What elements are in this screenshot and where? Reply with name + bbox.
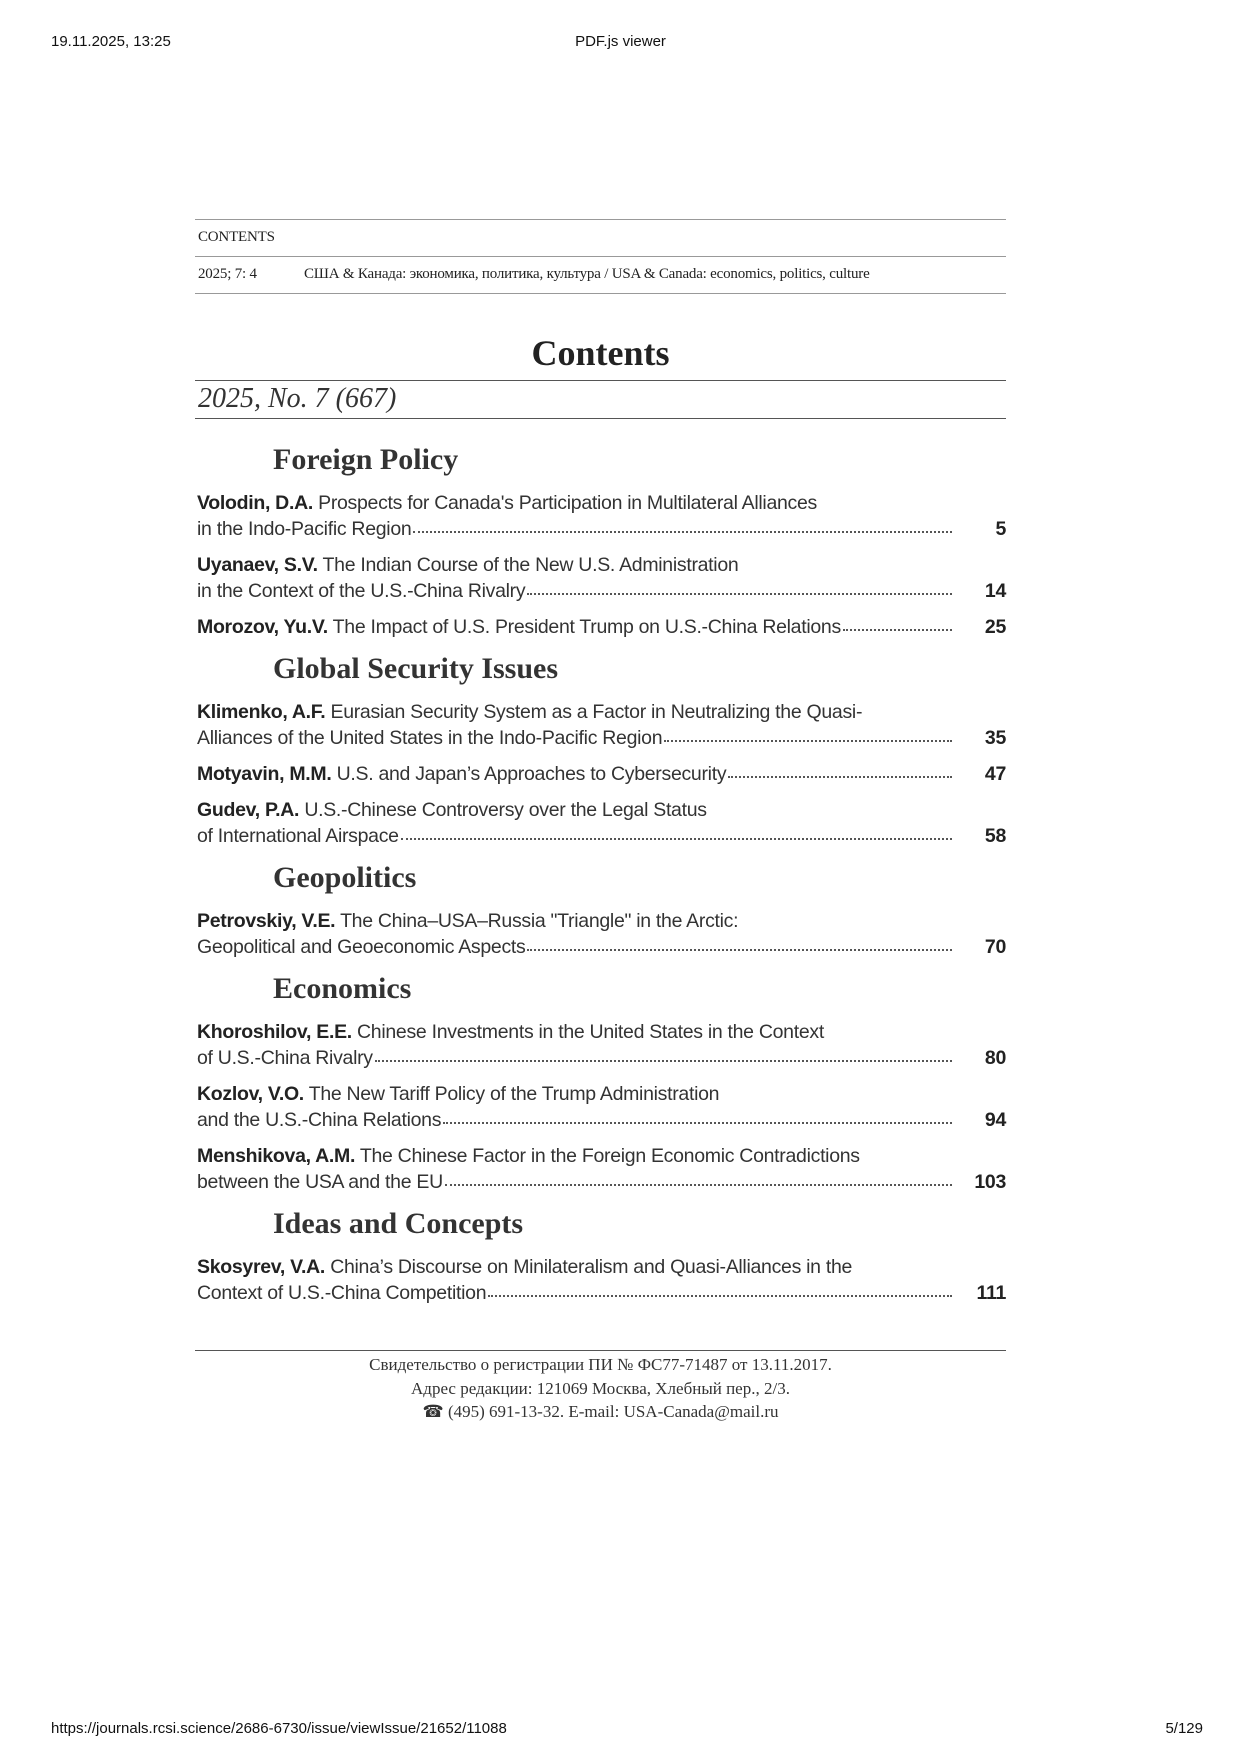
entry-title-line2	[197, 725, 1006, 751]
entry-title-text: The Impact of U.S. President Trump on U.S.-China Relations	[332, 616, 841, 638]
entry-author: Uyanaev, S.V.	[197, 554, 318, 576]
print-url: https://journals.rcsi.science/2686-6730/issue/viewIssue/21652/11088	[51, 1720, 507, 1737]
entry-title-text: Geopolitical and Geoeconomic Aspects	[197, 936, 526, 958]
divider	[195, 256, 1006, 257]
entry-title-line1	[197, 699, 1006, 725]
contact-text: (495) 691-13-32. E-mail: USA-Canada@mail.ru	[447, 1402, 779, 1421]
entry-author: Menshikova, A.M.	[197, 1145, 356, 1167]
toc-entry[interactable]	[197, 1081, 1006, 1133]
section-heading: Foreign Policy	[273, 443, 459, 476]
entry-title-line2	[197, 934, 1006, 960]
entry-title-text: of International Airspace	[197, 825, 399, 847]
section-heading: Economics	[273, 972, 412, 1005]
entry-title-line2	[197, 614, 1006, 640]
entry-page-number[interactable]: 103	[974, 1171, 1006, 1193]
toc-entry[interactable]	[197, 490, 1006, 542]
entry-title-text: The Chinese Factor in the Foreign Economic Contradictions	[359, 1145, 860, 1167]
toc-entry[interactable]	[197, 908, 1006, 960]
entry-author: Petrovskiy, V.E.	[197, 910, 336, 932]
entry-title-line2	[197, 1107, 1006, 1133]
section-heading: Geopolitics	[273, 861, 417, 894]
entry-author: Morozov, Yu.V.	[197, 616, 328, 638]
entry-author: Kozlov, V.O.	[197, 1083, 304, 1105]
entry-title-text: The Indian Course of the New U.S. Administration	[322, 554, 739, 576]
entry-title-text	[197, 1169, 443, 1195]
entry-title-line1	[197, 1081, 1006, 1107]
toc-entry[interactable]	[197, 1143, 1006, 1195]
entry-title-line1	[197, 1019, 1006, 1045]
entry-title-line2	[197, 1280, 1006, 1306]
dotted-leader	[488, 1295, 952, 1297]
section-heading: Global Security Issues	[273, 652, 559, 685]
editorial-address: Адрес редакции: 121069 Москва, Хлебный пер., 2/3.	[411, 1379, 790, 1398]
entry-page-number[interactable]: 94	[984, 1109, 1006, 1131]
entry-title-text	[197, 725, 662, 751]
toc-entry[interactable]	[197, 614, 1006, 640]
entry-title-text: The New Tariff Policy of the Trump Administration	[308, 1083, 720, 1105]
toc-entry[interactable]	[197, 552, 1006, 604]
entry-title-line2	[197, 516, 1006, 542]
entry-author: Skosyrev, V.A.	[197, 1256, 326, 1278]
entry-title-line1	[197, 797, 1006, 823]
entry-page-number[interactable]: 70	[984, 936, 1006, 958]
toc-entry[interactable]	[197, 1254, 1006, 1306]
entry-title-text: and the U.S.-China Relations	[197, 1109, 442, 1131]
entry-title-line1	[197, 552, 1006, 578]
entry-title-text	[197, 1045, 373, 1071]
dotted-leader	[413, 531, 952, 533]
entry-title-line1	[197, 1254, 1006, 1280]
dotted-leader	[664, 740, 952, 742]
entry-title-text: Eurasian Security System as a Factor in Neutralizing the Quasi-	[330, 701, 863, 723]
entry-title-line1	[197, 1143, 1006, 1169]
dotted-leader	[375, 1060, 952, 1062]
dotted-leader	[445, 1184, 952, 1186]
entry-title-text	[197, 1107, 441, 1133]
print-datetime: 19.11.2025, 13:25	[51, 33, 171, 50]
entry-author: Klimenko, A.F.	[197, 701, 326, 723]
toc-entry[interactable]	[197, 761, 1006, 787]
issue-number: 2025, No. 7 (667)	[198, 383, 397, 414]
entry-title-line2	[197, 1169, 1006, 1195]
entry-title-text: U.S. and Japan’s Approaches to Cybersecurity	[336, 763, 727, 785]
dotted-leader	[728, 776, 952, 778]
toc-entry[interactable]	[197, 699, 1006, 751]
entry-title-line2	[197, 823, 1006, 849]
dotted-leader	[843, 629, 952, 631]
entry-page-number[interactable]: 58	[984, 825, 1006, 847]
entry-title-text	[197, 516, 411, 542]
entry-author: Volodin, D.A.	[197, 492, 313, 514]
entry-title-text: Alliances of the United States in the Indo-Pacific Region	[197, 727, 663, 749]
entry-title-line2	[197, 761, 1006, 787]
print-page-number: 5/129	[1165, 1720, 1203, 1737]
divider	[195, 1350, 1006, 1351]
entry-title-text: U.S.-Chinese Controversy over the Legal Status	[304, 799, 707, 821]
entry-page-number[interactable]: 25	[984, 616, 1006, 638]
registration-note: Свидетельство о регистрации ПИ № ФС77-71487 от 13.11.2017.	[369, 1355, 832, 1374]
entry-page-number[interactable]: 47	[984, 763, 1006, 785]
entry-title-text: in the Indo-Pacific Region	[197, 518, 412, 540]
running-header-section: CONTENTS	[198, 229, 275, 245]
dotted-leader	[527, 593, 952, 595]
divider	[195, 219, 1006, 220]
entry-title-text	[197, 1280, 486, 1306]
entry-title-text	[197, 934, 525, 960]
table-of-contents	[197, 431, 1006, 1316]
toc-entry[interactable]	[197, 1019, 1006, 1071]
section-heading: Ideas and Concepts	[273, 1207, 524, 1240]
toc-entry[interactable]	[197, 797, 1006, 849]
entry-title-line1	[197, 490, 1006, 516]
entry-title-text: of U.S.-China Rivalry	[197, 1047, 373, 1069]
entry-title-text: Prospects for Canada's Participation in Multilateral Alliances	[318, 492, 817, 514]
entry-page-number[interactable]: 14	[984, 580, 1006, 602]
entry-title-line2	[197, 1045, 1006, 1071]
divider	[195, 380, 1006, 381]
entry-title-text	[197, 823, 399, 849]
running-header-citation: 2025; 7: 4	[198, 266, 257, 282]
entry-title-text: Chinese Investments in the United States in the Context	[357, 1021, 824, 1043]
divider	[195, 293, 1006, 294]
entry-title-text: China’s Discourse on Minilateralism and Quasi-Alliances in the	[330, 1256, 853, 1278]
dotted-leader	[527, 949, 952, 951]
entry-title-line1	[197, 908, 1006, 934]
entry-page-number[interactable]: 5	[995, 518, 1006, 540]
phone-icon: ☎	[422, 1402, 444, 1421]
running-header-journal: США & Канада: экономика, политика, культура / USA & Canada: economics, politics, culture	[304, 266, 870, 282]
print-title: PDF.js viewer	[575, 33, 666, 50]
entry-title-line2	[197, 578, 1006, 604]
dotted-leader	[401, 838, 952, 840]
entry-author: Khoroshilov, E.E.	[197, 1021, 352, 1043]
contact-line	[195, 1402, 1006, 1422]
entry-title-text: The China–USA–Russia "Triangle" in the Arctic:	[340, 910, 739, 932]
divider	[195, 418, 1006, 419]
entry-title-text	[197, 761, 726, 787]
entry-author: Motyavin, M.M.	[197, 763, 332, 785]
entry-title-text: Context of U.S.-China Competition	[197, 1282, 487, 1304]
entry-title-text	[197, 614, 841, 640]
entry-author: Gudev, P.A.	[197, 799, 300, 821]
entry-title-text: in the Context of the U.S.-China Rivalry	[197, 580, 526, 602]
entry-page-number[interactable]: 111	[976, 1282, 1006, 1304]
entry-title-text	[197, 578, 525, 604]
page-title: Contents	[531, 333, 670, 373]
entry-title-text: between the USA and the EU	[197, 1171, 443, 1193]
entry-page-number[interactable]: 35	[984, 727, 1006, 749]
entry-page-number[interactable]: 80	[984, 1047, 1006, 1069]
dotted-leader	[443, 1122, 952, 1124]
